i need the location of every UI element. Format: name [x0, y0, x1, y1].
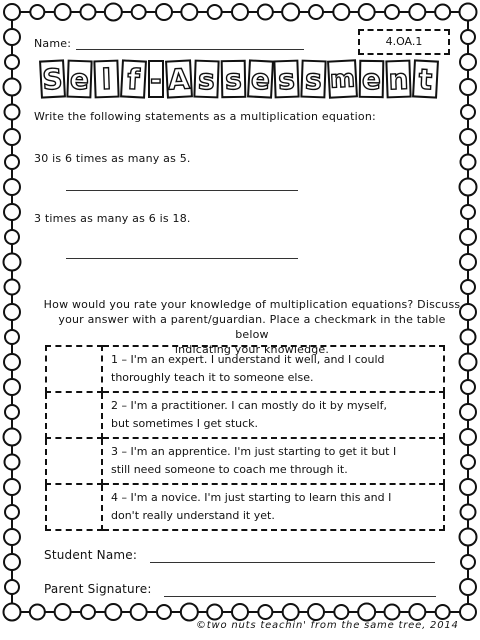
self-assessment-title	[40, 60, 440, 104]
border-circle	[208, 5, 222, 19]
border-circle	[156, 4, 172, 20]
title-letter-tile: n	[385, 60, 411, 99]
border-circle	[461, 280, 475, 294]
border-circle	[461, 380, 475, 394]
rating-row-practitioner	[46, 392, 444, 438]
title-letter-tile: S	[39, 59, 66, 98]
border-circle	[409, 4, 425, 20]
border-circle	[436, 605, 450, 619]
border-circle	[4, 179, 20, 195]
border-circle	[460, 254, 476, 270]
title-letter-tile: t	[412, 59, 439, 98]
border-circle	[5, 455, 20, 470]
border-circle	[81, 5, 96, 20]
title-letter-tile: s	[193, 60, 219, 99]
border-circle	[461, 330, 476, 345]
border-circle	[132, 5, 146, 19]
border-circle	[157, 605, 171, 619]
border-circle	[435, 5, 450, 20]
border-circle	[5, 405, 19, 419]
title-letter-tile: A	[165, 59, 193, 98]
answer-line-2[interactable]	[66, 258, 298, 259]
border-circle	[460, 529, 477, 546]
border-circle	[5, 330, 19, 344]
border-circle	[4, 254, 21, 271]
title-letter-tile: -	[148, 60, 164, 98]
border-circle	[460, 4, 477, 21]
answer-line-1[interactable]	[66, 190, 298, 191]
rating-line: 1 – I'm an expert. I understand it well, and I could	[111, 353, 385, 366]
rating-description	[102, 484, 444, 530]
problem-2: 3 times as many as 6 is 18.	[34, 212, 191, 225]
border-circle	[460, 604, 476, 620]
border-circle	[461, 105, 475, 119]
border-circle	[409, 604, 425, 620]
title-letter-tile: s	[301, 60, 327, 99]
border-circle	[385, 605, 400, 620]
rating-line: thoroughly teach it to someone else.	[111, 371, 314, 384]
border-circle	[30, 5, 44, 19]
problem-1: 30 is 6 times as many as 5.	[34, 152, 191, 165]
border-circle	[282, 4, 299, 21]
border-circle	[5, 580, 19, 594]
rating-description	[102, 438, 444, 484]
rating-line: 4 – I'm a novice. I'm just starting to learn this and I	[111, 491, 392, 504]
border-circle	[81, 605, 95, 619]
rating-row-novice	[46, 484, 444, 530]
border-circle	[232, 4, 248, 20]
border-circle	[5, 105, 20, 120]
border-circle	[131, 604, 147, 620]
parent-signature-label: Parent Signature:	[44, 582, 152, 596]
border-circle	[4, 79, 21, 96]
title-letter-tile: m	[327, 59, 358, 98]
checkbox-cell-practitioner[interactable]	[46, 392, 102, 438]
border-circle	[334, 605, 348, 619]
border-circle	[181, 4, 197, 20]
rating-line: don't really understand it yet.	[111, 509, 275, 522]
rating-line: but sometimes I get stuck.	[111, 417, 259, 430]
title-letter-tile: e	[359, 60, 385, 98]
border-circle	[105, 604, 121, 620]
name-label: Name:	[34, 37, 72, 50]
border-circle	[181, 604, 198, 621]
border-circle	[309, 5, 323, 19]
border-circle	[258, 5, 273, 20]
title-letter-tile: f	[120, 59, 147, 98]
border-circle	[4, 204, 20, 220]
border-circle	[4, 379, 20, 395]
rating-row-expert	[46, 346, 444, 392]
border-circle	[258, 605, 272, 619]
border-circle	[461, 205, 475, 219]
rating-description	[102, 346, 444, 392]
border-circle	[4, 304, 20, 320]
border-circle	[461, 455, 475, 469]
border-circle	[460, 404, 476, 420]
border-circle	[4, 604, 21, 621]
border-circle	[5, 505, 19, 519]
border-circle	[308, 604, 324, 620]
parent-signature-line[interactable]	[164, 596, 436, 597]
student-name-line[interactable]	[150, 562, 435, 563]
rating-line: still need someone to coach me through it.	[111, 463, 348, 476]
border-circle	[207, 605, 222, 620]
rating-description	[102, 392, 444, 438]
title-letter-tile: s	[274, 60, 300, 99]
border-circle	[4, 479, 20, 495]
border-circle	[460, 179, 477, 196]
border-circle	[358, 604, 375, 621]
reflection-prompt-line: your answer with a parent/guardian. Place a checkmark in the table below	[58, 313, 446, 341]
border-circle	[385, 5, 399, 19]
knowledge-rating-table	[45, 345, 445, 531]
checkbox-cell-expert[interactable]	[46, 346, 102, 392]
rating-line: 2 – I'm a practitioner. I can mostly do it by myself,	[111, 399, 387, 412]
border-circle	[460, 129, 476, 145]
border-circle	[461, 155, 476, 170]
border-circle	[461, 555, 475, 569]
border-circle	[30, 605, 45, 620]
title-letter-tile: l	[93, 60, 119, 99]
rating-row-apprentice	[46, 438, 444, 484]
border-circle	[359, 4, 375, 20]
border-circle	[4, 554, 20, 570]
standard-code-badge: 4.OA.1	[358, 29, 450, 55]
rating-line: 3 – I'm an apprentice. I'm just starting to get it but I	[111, 445, 397, 458]
checkbox-cell-apprentice[interactable]	[46, 438, 102, 484]
name-line[interactable]	[76, 49, 304, 50]
border-circle	[461, 30, 475, 44]
border-circle	[4, 29, 20, 45]
title-letter-tile: e	[66, 60, 92, 99]
border-circle	[4, 529, 20, 545]
instructions: Write the following statements as a multiplication equation:	[34, 110, 376, 123]
reflection-prompt-line: How would you rate your knowledge of multiplication equations? Discuss	[43, 298, 461, 311]
border-circle	[4, 354, 20, 370]
border-circle	[5, 155, 19, 169]
border-circle	[4, 129, 20, 145]
border-circle	[5, 280, 20, 295]
border-circle	[283, 604, 299, 620]
title-letter-tile: e	[247, 59, 274, 98]
border-circle	[460, 479, 476, 495]
border-circle	[232, 604, 248, 620]
student-name-label: Student Name:	[44, 548, 138, 562]
border-circle	[461, 505, 476, 520]
border-circle	[460, 429, 476, 445]
border-circle	[460, 229, 476, 245]
border-circle	[55, 4, 71, 20]
border-circle	[5, 230, 19, 244]
border-circle	[460, 579, 476, 595]
footer-credit: ©two nuts teachin' from the same tree, 2014	[196, 620, 459, 631]
border-circle	[5, 55, 19, 69]
border-circle	[4, 4, 20, 20]
checkbox-cell-novice[interactable]	[46, 484, 102, 530]
border-circle	[460, 354, 477, 371]
border-circle	[333, 4, 349, 20]
title-letter-tile: s	[220, 60, 246, 98]
border-circle	[460, 54, 476, 70]
border-circle	[4, 429, 21, 446]
border-circle	[55, 604, 71, 620]
reflection-prompt-line: indicating your knowledge.	[174, 343, 330, 356]
border-circle	[105, 4, 122, 21]
border-circle	[460, 304, 476, 320]
border-circle	[460, 79, 476, 95]
